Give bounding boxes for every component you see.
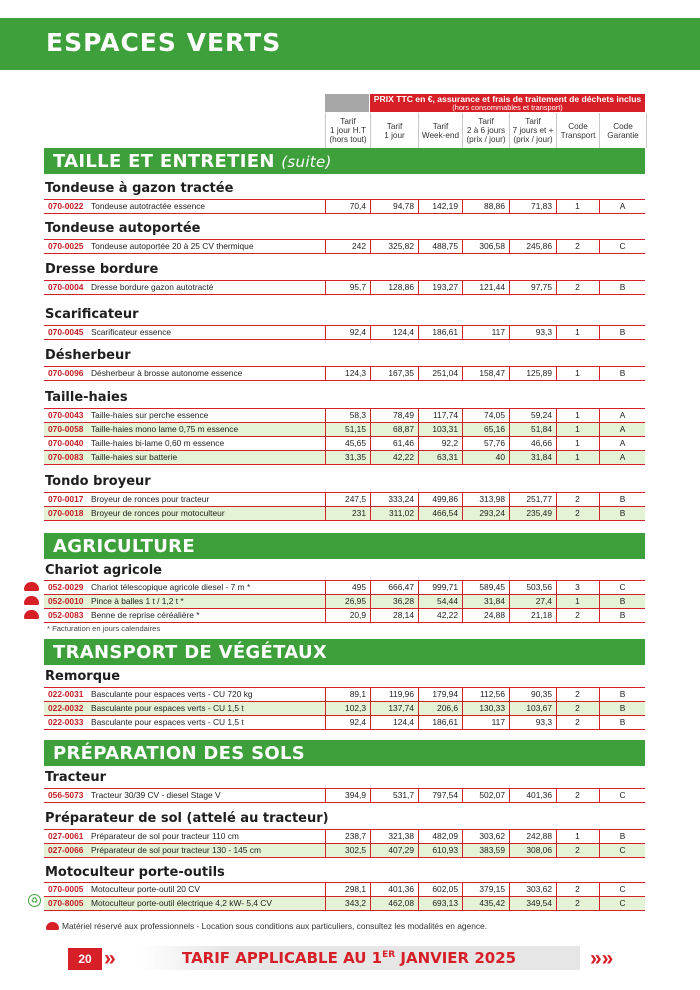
transport-code: 2	[556, 609, 598, 622]
price-1-day: 36,28	[370, 595, 417, 608]
price-7-days: 125,89	[509, 367, 555, 380]
transport-code: 2	[556, 702, 598, 715]
section-agriculture	[44, 533, 645, 559]
table-row	[44, 422, 645, 436]
table-row	[44, 492, 645, 506]
item-reference: 052-0010	[48, 596, 84, 606]
price-7-days: 503,56	[509, 581, 555, 594]
category-remorque: Remorque	[45, 669, 121, 684]
price-2-6-days: 158,47	[462, 367, 508, 380]
section-title: TAILLE ET ENTRETIEN	[53, 151, 275, 172]
price-2-6-days: 40	[462, 451, 508, 464]
transport-code: 1	[556, 437, 598, 450]
price-1-day-ht: 247,5	[325, 493, 369, 506]
guarantee-code: B	[599, 595, 645, 608]
guarantee-code: B	[599, 609, 645, 622]
price-2-6-days: 74,05	[462, 409, 508, 422]
price-2-6-days: 306,58	[462, 240, 508, 253]
guarantee-code: B	[599, 507, 645, 520]
price-2-6-days: 117	[462, 716, 508, 729]
transport-code: 1	[556, 326, 598, 339]
price-1-day: 666,47	[370, 581, 417, 594]
price-7-days: 93,3	[509, 716, 555, 729]
footer-text: TARIF APPLICABLE AU 1ER JANVIER 2025	[182, 949, 517, 967]
guarantee-code: C	[599, 897, 645, 910]
price-1-day-ht: 302,5	[325, 844, 369, 857]
chevron-right-icon: »»	[590, 947, 614, 970]
price-1-day: 137,74	[370, 702, 417, 715]
transport-code: 1	[556, 830, 598, 843]
price-2-6-days: 303,62	[462, 830, 508, 843]
guarantee-code: A	[599, 423, 645, 436]
category-scarificateur: Scarificateur	[45, 307, 139, 322]
guarantee-code: C	[599, 581, 645, 594]
column-header-transport-code: Code Transport	[556, 113, 599, 148]
eco-leaf-icon: ♻	[28, 894, 41, 907]
price-weekend: 797,54	[418, 789, 461, 802]
header-grey-block	[325, 94, 369, 112]
column-header-1-day: Tarif 1 jour	[370, 113, 418, 148]
price-7-days: 21,18	[509, 609, 555, 622]
price-weekend: 499,86	[418, 493, 461, 506]
item-reference: 070-0043	[48, 410, 84, 420]
table-row	[44, 687, 645, 701]
price-2-6-days: 31,84	[462, 595, 508, 608]
price-7-days: 93,3	[509, 326, 555, 339]
price-weekend: 186,61	[418, 326, 461, 339]
price-1-day-ht: 89,1	[325, 688, 369, 701]
item-description: Désherbeur à brosse autonome essence	[91, 368, 243, 378]
price-weekend: 610,93	[418, 844, 461, 857]
item-reference: 070-0083	[48, 452, 84, 462]
category-chariot-agricole: Chariot agricole	[45, 563, 162, 578]
price-weekend: 482,09	[418, 830, 461, 843]
guarantee-code: B	[599, 716, 645, 729]
professional-footnote: Matériel réservé aux professionnels - Location sous conditions aux particuliers, consultez les modalités en agence.	[62, 921, 488, 931]
price-1-day-ht: 70,4	[325, 200, 369, 213]
price-note-banner	[370, 94, 645, 112]
calendar-note: * Facturation en jours calendaires	[47, 624, 161, 633]
item-description: Broyeur de ronces pour motoculteur	[91, 508, 225, 518]
price-1-day-ht: 20,9	[325, 609, 369, 622]
table-row	[44, 594, 645, 608]
price-1-day: 28,14	[370, 609, 417, 622]
price-7-days: 51,84	[509, 423, 555, 436]
transport-code: 1	[556, 367, 598, 380]
column-header-1-day-ht: Tarif 1 jour H.T (hors tout)	[325, 113, 370, 148]
price-2-6-days: 379,15	[462, 883, 508, 896]
table-row	[44, 715, 645, 730]
item-description: Taille-haies mono lame 0,75 m essence	[91, 424, 239, 434]
column-header-7-days: Tarif 7 jours et + (prix / jour)	[509, 113, 556, 148]
item-description: Taille-haies sur batterie	[91, 452, 178, 462]
guarantee-code: C	[599, 789, 645, 802]
price-1-day-ht: 238,7	[325, 830, 369, 843]
table-row	[44, 608, 645, 623]
price-weekend: 63,31	[418, 451, 461, 464]
category-desherbeur: Désherbeur	[45, 348, 131, 363]
transport-code: 2	[556, 883, 598, 896]
price-2-6-days: 130,33	[462, 702, 508, 715]
item-description: Tondeuse autotractée essence	[91, 201, 206, 211]
price-2-6-days: 502,07	[462, 789, 508, 802]
item-description: Taille-haies bi-lame 0,60 m essence	[91, 438, 225, 448]
item-reference: 056-5073	[48, 790, 84, 800]
item-reference: 070-0058	[48, 424, 84, 434]
section-preparation-sols	[44, 740, 645, 766]
category-taille-haies: Taille-haies	[45, 390, 128, 405]
table-row	[44, 896, 645, 911]
section-transport-vegetaux	[44, 639, 645, 665]
item-reference: 070-0017	[48, 494, 84, 504]
column-header-weekend: Tarif Week-end	[418, 113, 462, 148]
item-description: Benne de reprise céréalière *	[91, 610, 200, 620]
transport-code: 2	[556, 281, 598, 294]
price-weekend: 466,54	[418, 507, 461, 520]
price-7-days: 308,06	[509, 844, 555, 857]
column-header-2-6-days: Tarif 2 à 6 jours (prix / jour)	[462, 113, 509, 148]
item-reference: 070-0004	[48, 282, 84, 292]
price-weekend: 142,19	[418, 200, 461, 213]
category-tracteur: Tracteur	[45, 770, 107, 785]
transport-code: 2	[556, 897, 598, 910]
item-reference: 070-0005	[48, 884, 84, 894]
price-7-days: 71,83	[509, 200, 555, 213]
price-1-day-ht: 92,4	[325, 326, 369, 339]
section-taille-entretien	[44, 148, 645, 174]
price-1-day: 401,36	[370, 883, 417, 896]
table-row	[44, 843, 645, 858]
table-row	[44, 436, 645, 450]
item-description: Chariot télescopique agricole diesel - 7 m *	[91, 582, 251, 592]
item-description: Motoculteur porte-outil électrique 4,2 kW- 5,4 CV	[91, 898, 272, 908]
guarantee-code: C	[599, 844, 645, 857]
table-row	[44, 701, 645, 715]
price-1-day: 61,46	[370, 437, 417, 450]
price-1-day: 325,82	[370, 240, 417, 253]
item-reference: 070-0096	[48, 368, 84, 378]
price-7-days: 235,49	[509, 507, 555, 520]
item-reference: 052-0083	[48, 610, 84, 620]
guarantee-code: B	[599, 281, 645, 294]
price-2-6-days: 383,59	[462, 844, 508, 857]
item-description: Tracteur 30/39 CV - diesel Stage V	[91, 790, 221, 800]
price-2-6-days: 24,88	[462, 609, 508, 622]
category-dresse-bordure: Dresse bordure	[45, 262, 159, 277]
helmet-icon	[24, 582, 39, 591]
transport-code: 2	[556, 844, 598, 857]
transport-code: 1	[556, 423, 598, 436]
item-description: Pince à balles 1 t / 1,2 t *	[91, 596, 184, 606]
price-1-day-ht: 95,7	[325, 281, 369, 294]
item-reference: 022-0033	[48, 717, 84, 727]
price-1-day-ht: 102,3	[325, 702, 369, 715]
price-1-day: 119,96	[370, 688, 417, 701]
price-1-day-ht: 26,95	[325, 595, 369, 608]
price-weekend: 117,74	[418, 409, 461, 422]
price-weekend: 206,6	[418, 702, 461, 715]
guarantee-code: B	[599, 326, 645, 339]
price-1-day-ht: 45,65	[325, 437, 369, 450]
category-motoculteur: Motoculteur porte-outils	[45, 865, 225, 880]
price-2-6-days: 57,76	[462, 437, 508, 450]
helmet-icon	[24, 596, 39, 605]
price-1-day-ht: 343,2	[325, 897, 369, 910]
price-2-6-days: 435,42	[462, 897, 508, 910]
helmet-icon	[46, 922, 59, 930]
table-row	[44, 408, 645, 422]
price-7-days: 97,75	[509, 281, 555, 294]
price-weekend: 488,75	[418, 240, 461, 253]
table-row	[44, 506, 645, 521]
price-7-days: 27,4	[509, 595, 555, 608]
item-reference: 052-0029	[48, 582, 84, 592]
category-tondeuse-autoportee: Tondeuse autoportée	[45, 221, 201, 236]
price-1-day: 321,38	[370, 830, 417, 843]
price-2-6-days: 121,44	[462, 281, 508, 294]
price-7-days: 31,84	[509, 451, 555, 464]
table-row	[44, 325, 645, 340]
transport-code: 1	[556, 595, 598, 608]
price-2-6-days: 293,24	[462, 507, 508, 520]
transport-code: 1	[556, 451, 598, 464]
guarantee-code: A	[599, 200, 645, 213]
item-reference: 070-0018	[48, 508, 84, 518]
item-reference: 070-8005	[48, 898, 84, 908]
price-note-line1: PRIX TTC en €, assurance et frais de traitement de déchets inclus	[373, 94, 642, 104]
price-weekend: 999,71	[418, 581, 461, 594]
price-1-day: 407,29	[370, 844, 417, 857]
item-description: Basculante pour espaces verts - CU 1,5 t	[91, 717, 244, 727]
transport-code: 2	[556, 493, 598, 506]
transport-code: 2	[556, 507, 598, 520]
guarantee-code: C	[599, 240, 645, 253]
price-1-day: 68,87	[370, 423, 417, 436]
chevron-right-icon: »	[104, 947, 116, 970]
price-7-days: 349,54	[509, 897, 555, 910]
price-weekend: 92,2	[418, 437, 461, 450]
item-reference: 022-0031	[48, 689, 84, 699]
category-tondeuse-gazon-tractee: Tondeuse à gazon tractée	[45, 181, 234, 196]
price-7-days: 303,62	[509, 883, 555, 896]
price-weekend: 193,27	[418, 281, 461, 294]
price-1-day-ht: 242	[325, 240, 369, 253]
price-note-line2: (hors consommables et transport)	[452, 103, 563, 112]
price-weekend: 693,13	[418, 897, 461, 910]
item-reference: 027-0066	[48, 845, 84, 855]
price-weekend: 186,61	[418, 716, 461, 729]
price-1-day-ht: 124,3	[325, 367, 369, 380]
price-2-6-days: 313,98	[462, 493, 508, 506]
price-1-day-ht: 31,35	[325, 451, 369, 464]
price-1-day: 462,08	[370, 897, 417, 910]
guarantee-code: B	[599, 367, 645, 380]
price-weekend: 179,94	[418, 688, 461, 701]
item-description: Dresse bordure gazon autotracté	[91, 282, 214, 292]
price-7-days: 245,86	[509, 240, 555, 253]
price-1-day-ht: 298,1	[325, 883, 369, 896]
item-description: Préparateur de sol pour tracteur 110 cm	[91, 831, 239, 841]
transport-code: 1	[556, 409, 598, 422]
price-1-day: 124,4	[370, 716, 417, 729]
page-title: ESPACES VERTS	[46, 28, 282, 57]
guarantee-code: C	[599, 883, 645, 896]
page-number: 20	[68, 948, 102, 970]
price-2-6-days: 112,56	[462, 688, 508, 701]
price-1-day-ht: 495	[325, 581, 369, 594]
page-title-bar	[0, 18, 700, 70]
price-7-days: 242,88	[509, 830, 555, 843]
item-description: Basculante pour espaces verts - CU 720 kg	[91, 689, 253, 699]
table-row	[44, 199, 645, 214]
price-weekend: 103,31	[418, 423, 461, 436]
table-row	[44, 366, 645, 381]
category-tondo-broyeur: Tondo broyeur	[45, 474, 151, 489]
transport-code: 2	[556, 688, 598, 701]
table-row	[44, 788, 645, 803]
price-2-6-days: 117	[462, 326, 508, 339]
guarantee-code: B	[599, 830, 645, 843]
column-header-guarantee-code: Code Garantie	[599, 113, 647, 148]
item-reference: 070-0025	[48, 241, 84, 251]
price-1-day: 531,7	[370, 789, 417, 802]
guarantee-code: B	[599, 493, 645, 506]
item-description: Broyeur de ronces pour tracteur	[91, 494, 210, 504]
price-1-day: 94,78	[370, 200, 417, 213]
guarantee-code: B	[599, 688, 645, 701]
price-1-day: 124,4	[370, 326, 417, 339]
price-7-days: 46,66	[509, 437, 555, 450]
guarantee-code: A	[599, 437, 645, 450]
category-preparateur-sol: Préparateur de sol (attelé au tracteur)	[45, 811, 329, 826]
price-weekend: 54,44	[418, 595, 461, 608]
price-1-day: 333,24	[370, 493, 417, 506]
guarantee-code: A	[599, 409, 645, 422]
price-2-6-days: 589,45	[462, 581, 508, 594]
transport-code: 2	[556, 789, 598, 802]
transport-code: 2	[556, 716, 598, 729]
transport-code: 2	[556, 240, 598, 253]
item-reference: 070-0022	[48, 201, 84, 211]
section-suffix: (suite)	[281, 153, 332, 171]
item-description: Taille-haies sur perche essence	[91, 410, 209, 420]
price-7-days: 90,35	[509, 688, 555, 701]
table-row	[44, 882, 645, 896]
section-title: TRANSPORT DE VÉGÉTAUX	[53, 642, 328, 663]
price-1-day-ht: 394,9	[325, 789, 369, 802]
price-1-day-ht: 231	[325, 507, 369, 520]
guarantee-code: A	[599, 451, 645, 464]
section-title: AGRICULTURE	[53, 536, 195, 557]
item-description: Préparateur de sol pour tracteur 130 - 145 cm	[91, 845, 261, 855]
price-1-day: 311,02	[370, 507, 417, 520]
item-description: Scarificateur essence	[91, 327, 172, 337]
price-weekend: 251,04	[418, 367, 461, 380]
price-7-days: 401,36	[509, 789, 555, 802]
helmet-icon	[24, 610, 39, 619]
item-description: Tondeuse autoportée 20 à 25 CV thermique	[91, 241, 254, 251]
table-row	[44, 450, 645, 465]
price-1-day: 167,35	[370, 367, 417, 380]
table-row	[44, 580, 645, 594]
price-1-day: 128,86	[370, 281, 417, 294]
table-row	[44, 239, 645, 254]
price-2-6-days: 88,86	[462, 200, 508, 213]
item-reference: 070-0040	[48, 438, 84, 448]
item-description: Basculante pour espaces verts - CU 1,5 t	[91, 703, 244, 713]
price-1-day: 42,22	[370, 451, 417, 464]
table-row	[44, 829, 645, 843]
guarantee-code: B	[599, 702, 645, 715]
table-row	[44, 280, 645, 295]
price-weekend: 602,05	[418, 883, 461, 896]
price-2-6-days: 65,16	[462, 423, 508, 436]
section-title: PRÉPARATION DES SOLS	[53, 743, 305, 764]
transport-code: 3	[556, 581, 598, 594]
price-1-day-ht: 92,4	[325, 716, 369, 729]
transport-code: 1	[556, 200, 598, 213]
price-weekend: 42,22	[418, 609, 461, 622]
price-1-day-ht: 51,15	[325, 423, 369, 436]
price-7-days: 251,77	[509, 493, 555, 506]
item-reference: 070-0045	[48, 327, 84, 337]
price-1-day: 78,49	[370, 409, 417, 422]
item-reference: 027-0061	[48, 831, 84, 841]
price-1-day-ht: 58,3	[325, 409, 369, 422]
price-7-days: 103,67	[509, 702, 555, 715]
item-description: Motoculteur porte-outil 20 CV	[91, 884, 200, 894]
price-7-days: 59,24	[509, 409, 555, 422]
item-reference: 022-0032	[48, 703, 84, 713]
